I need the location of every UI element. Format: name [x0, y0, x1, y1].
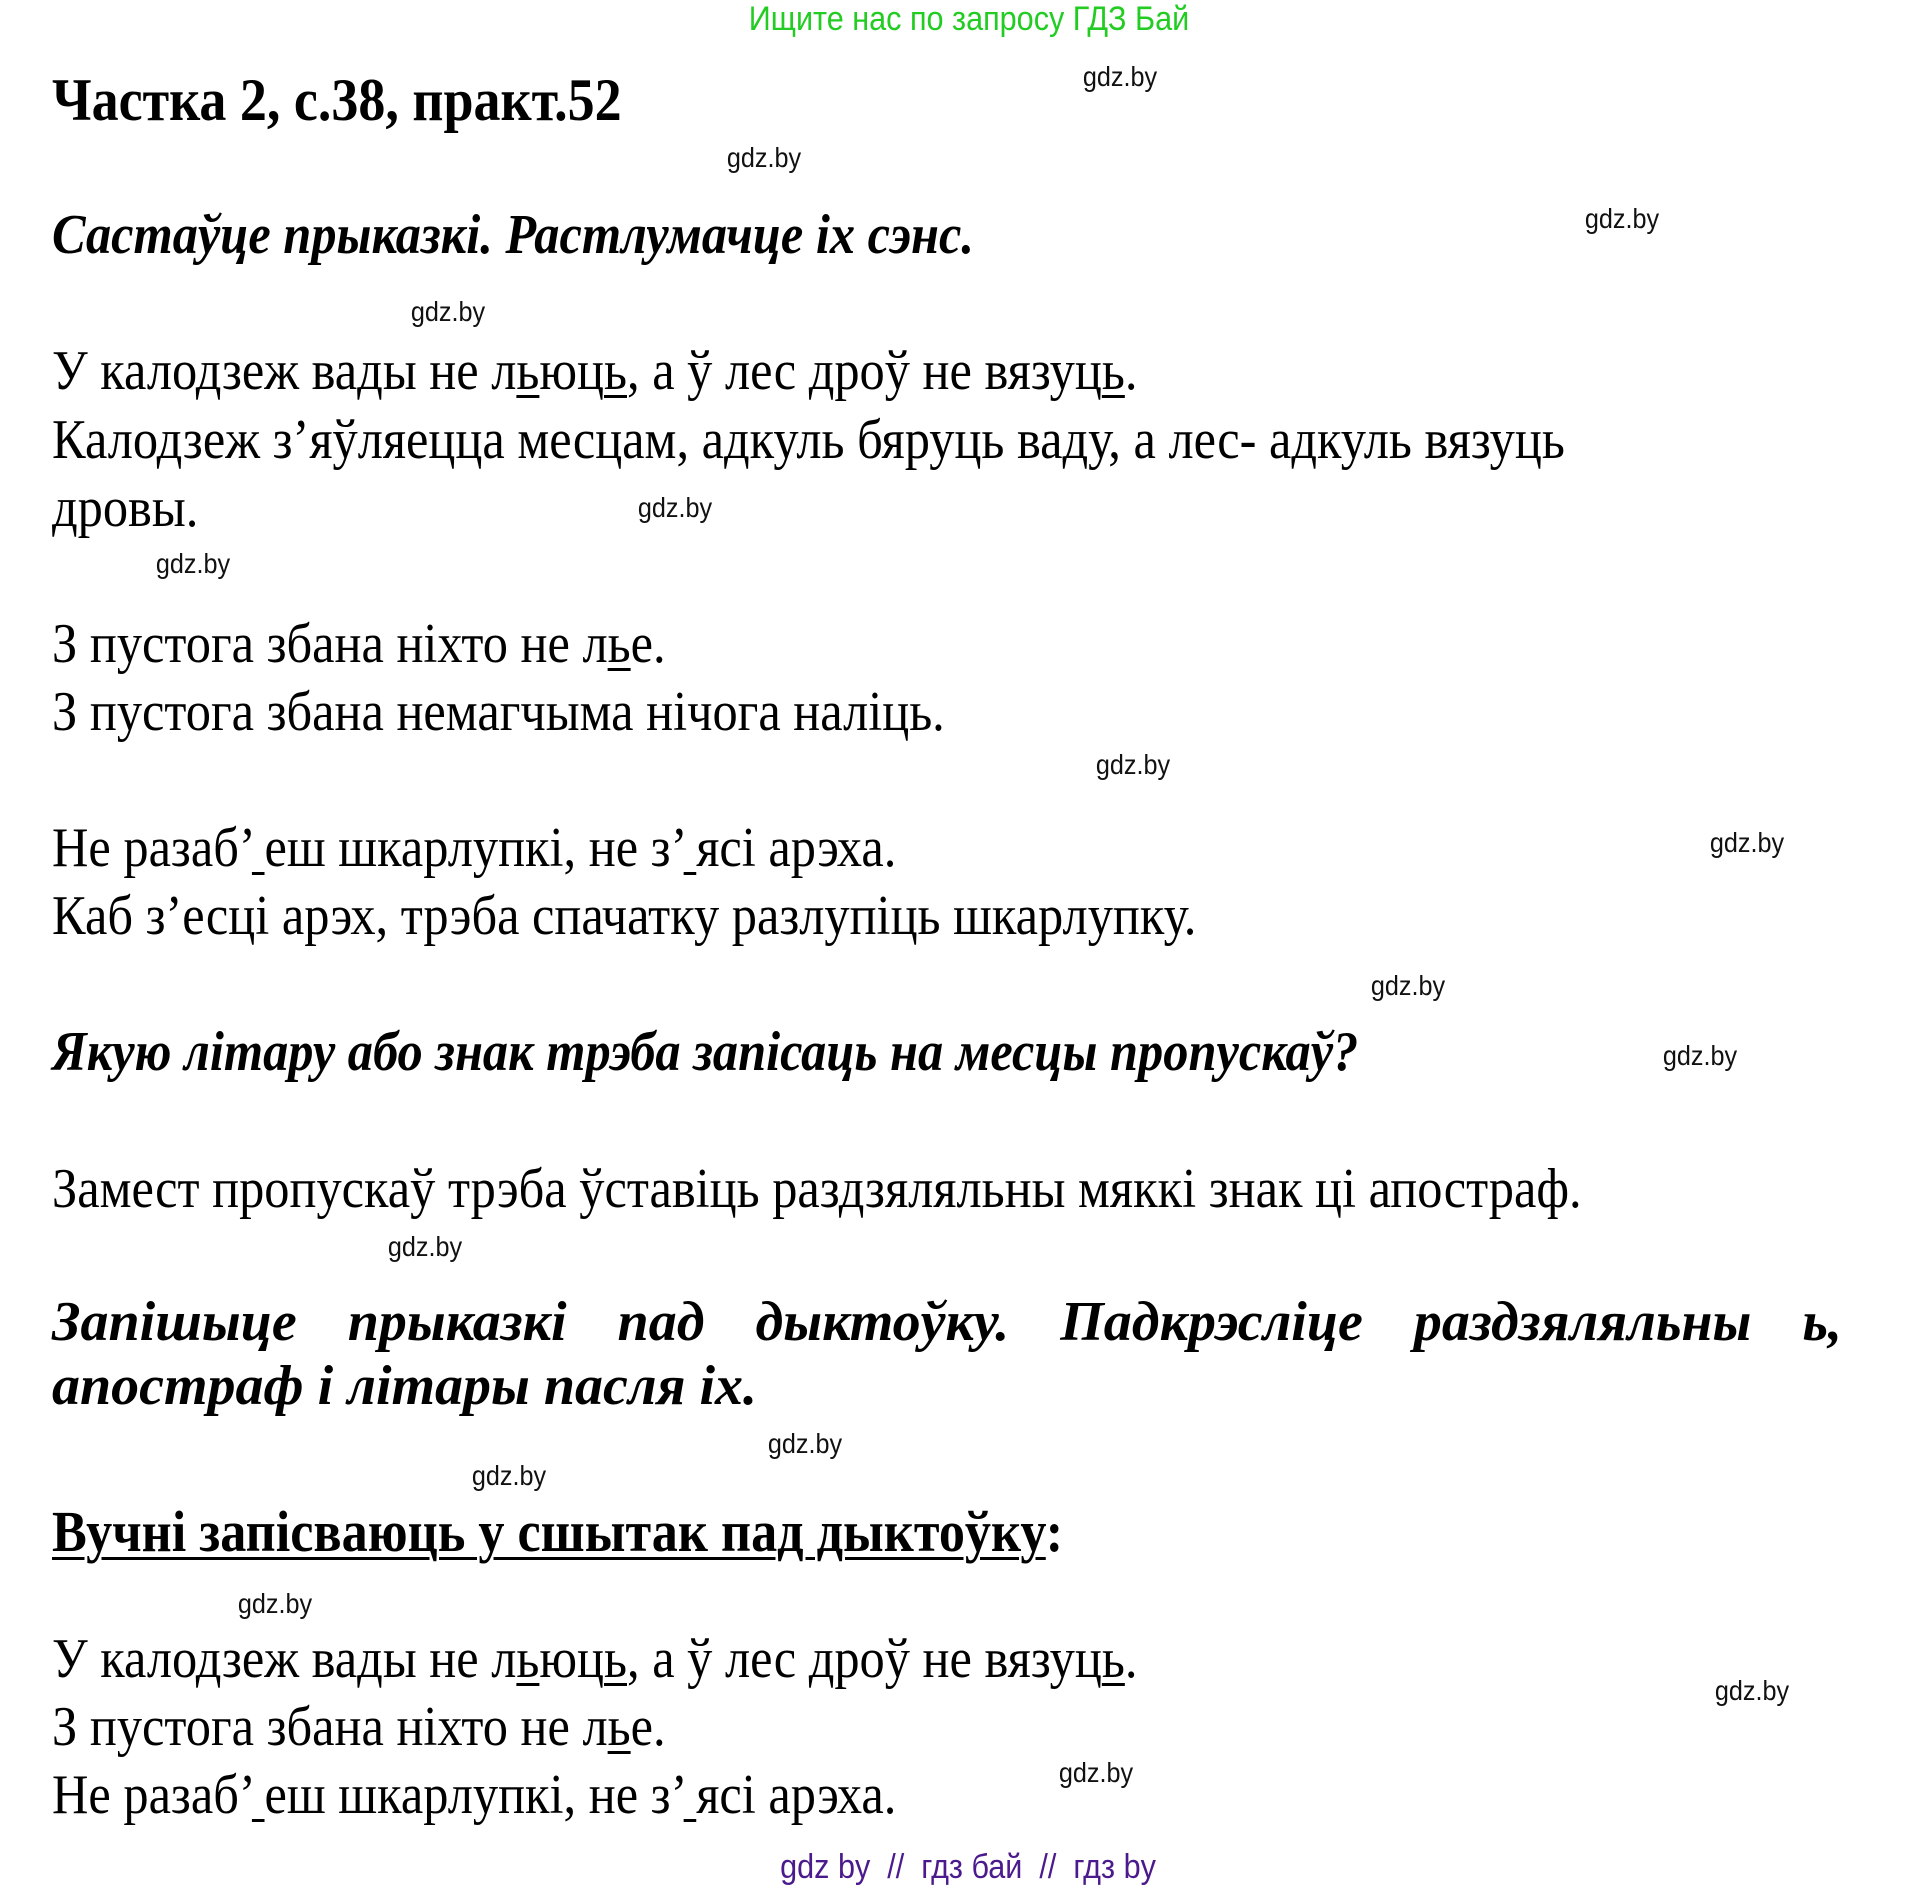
text-segment: еш шкарлупкі, не з’ [264, 1764, 684, 1826]
dictation-heading-text: Вучні запісваюць у сшытак пад дыктоўку [52, 1499, 1046, 1564]
watermark: gdz.by [1714, 1675, 1790, 1706]
explanation-line [52, 411, 1565, 469]
dictation-line [52, 1698, 666, 1756]
text-segment: Не разаб’ [52, 1764, 252, 1826]
watermark: gdz.by [726, 142, 802, 173]
text-segment: дровы. [52, 477, 199, 539]
task-instruction-3: Запішыце прыказкі пад дыктоўку. Падкрэсліце раздзяляльны ь, апостраф і літары пасля іх. [52, 1291, 1842, 1417]
text-segment: е. [630, 1696, 666, 1758]
proverb-line [52, 342, 1137, 400]
task-instruction-2: Якую літару або знак трэба запісаць на месцы пропускаў? [52, 1021, 1359, 1083]
dictation-heading [52, 1499, 1064, 1564]
underlined-letter [684, 1764, 697, 1826]
underlined-letter: ь [516, 1628, 540, 1690]
text-segment: , а ў лес дроў не вязуц [627, 1628, 1102, 1690]
underlined-letter: ь [607, 1696, 631, 1758]
text-segment: Не разаб’ [52, 817, 252, 879]
watermark: gdz.by [637, 492, 713, 523]
text-segment: , а ў лес дроў не вязуц [627, 340, 1102, 402]
watermark: gdz.by [1370, 970, 1446, 1001]
text-segment: ясі арэха. [696, 817, 897, 879]
text-segment: юц [539, 340, 605, 402]
text-segment: З пустога збана немагчыма нічога наліць. [52, 681, 945, 743]
dictation-line [52, 1766, 896, 1824]
underlined-letter [252, 1764, 265, 1826]
watermark: gdz.by [471, 1460, 547, 1491]
task-instruction-1: Састаўце прыказкі. Растлумачце іх сэнс. [52, 204, 974, 266]
watermark: gdz.by [237, 1588, 313, 1619]
watermark: gdz.by [1584, 203, 1660, 234]
dictation-line [52, 1630, 1137, 1688]
text-segment: еш шкарлупкі, не з’ [264, 817, 684, 879]
text-segment: юц [539, 1628, 605, 1690]
underlined-letter: ь [516, 340, 540, 402]
watermark: gdz.by [1709, 827, 1785, 858]
promo-banner: Ищите нас по запросу ГДЗ Бай [748, 0, 1190, 38]
underlined-letter: ь [1101, 1628, 1125, 1690]
text-segment: З пустога збана ніхто не л [52, 613, 608, 675]
watermark: gdz.by [410, 296, 486, 327]
text-segment: У калодзеж вады не л [52, 1628, 517, 1690]
text-segment: Замест пропускаў трэба ўставіць раздзяляльны мяккі знак ці апостраф. [52, 1158, 1582, 1220]
underlined-letter [252, 817, 265, 879]
proverb-line [52, 819, 896, 877]
text-segment: е. [630, 613, 666, 675]
watermark: gdz.by [1058, 1757, 1134, 1788]
text-segment: Калодзеж з’яўляецца месцам, адкуль бяруць ваду, а лес- адкуль вязуць [52, 409, 1565, 471]
footer-links: gdz by // гдз бай // гдз by [780, 1848, 1156, 1886]
explanation-line [52, 683, 945, 741]
answer-line [52, 1160, 1582, 1218]
explanation-line [52, 479, 198, 537]
underlined-letter: ь [604, 1628, 628, 1690]
watermark: gdz.by [1662, 1040, 1738, 1071]
text-segment: У калодзеж вады не л [52, 340, 517, 402]
watermark: gdz.by [767, 1428, 843, 1459]
proverb-line [52, 615, 666, 673]
text-segment: . [1124, 340, 1138, 402]
watermark: gdz.by [1095, 749, 1171, 780]
dictation-heading-colon: : [1045, 1499, 1064, 1564]
page-title: Частка 2, с.38, практ.52 [52, 67, 622, 133]
text-segment: З пустога збана ніхто не л [52, 1696, 608, 1758]
underlined-letter [684, 817, 697, 879]
text-segment: . [1124, 1628, 1138, 1690]
watermark: gdz.by [155, 548, 231, 579]
explanation-line [52, 887, 1196, 945]
underlined-letter: ь [607, 613, 631, 675]
underlined-letter: ь [604, 340, 628, 402]
watermark: gdz.by [387, 1231, 463, 1262]
watermark: gdz.by [1082, 61, 1158, 92]
underlined-letter: ь [1101, 340, 1125, 402]
text-segment: Каб з’есці арэх, трэба спачатку разлупіць шкарлупку. [52, 885, 1197, 947]
text-segment: ясі арэха. [696, 1764, 897, 1826]
